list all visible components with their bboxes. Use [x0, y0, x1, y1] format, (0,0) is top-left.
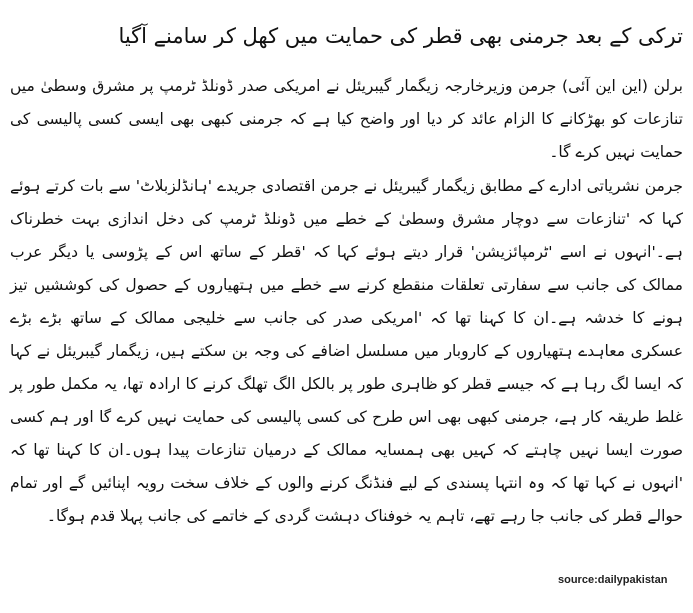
article-paragraph-1: برلن (این این آئی) جرمن وزیرخارجہ زیگمار گیبریئل نے امریکی صدر ڈونلڈ ٹرمپ پر مشرق وسطیٰ میں تنازعات کو بھڑکانے کا الزام عائد کر دیا اور واضح کیا ہے کہ جرمنی کبھی بھی ایسی کسی پالیسی کی حمایت نہیں کرے گا۔ [10, 77, 683, 161]
source-credit: source:dailypakistan [558, 574, 668, 586]
article-headline: ترکی کے بعد جرمنی بھی قطر کی حمایت میں کھل کر سامنے آگیا [118, 24, 683, 48]
article-paragraph-2: جرمن نشریاتی ادارے کے مطابق زیگمار گیبریئل نے جرمن اقتصادی جریدے 'ہانڈلزبلاٹ' سے بات کرتے ہوئے کہا کہ 'تنازعات سے دوچار مشرق وسطیٰ کے خطے میں ڈونلڈ ٹرمپ کی دخل اندازی بہت خطرناک ہے۔'انہوں نے اسے 'ٹرمپائزیشن' قرار دیتے ہوئے کہا کہ 'قطر کے ساتھ اس کے پڑوسی یا دیگر عرب ممالک کی جانب سے سفارتی تعلقات منقطع کرنے سے خطے میں ہتھیاروں کے حصول کی کوششیں تیز ہونے کا خدشہ ہے۔ان کا کہنا تھا کہ 'امریکی صدر کی جانب سے خلیجی ممالک کے ساتھ بڑے بڑے عسکری معاہدے ہتھیاروں کے کاروبار میں مسلسل اضافے کی وجہ بن سکتے ہیں، زیگمار گیبریئل نے کہا کہ ایسا لگ رہا ہے کہ جیسے قطر کو ظاہری طور پر بالکل الگ تھلگ کرنے کا ارادہ تھا، یہ مکمل طور پر غلط طریقہ کار ہے، جرمنی کبھی بھی اس طرح کی کسی پالیسی کی حمایت نہیں کرے گا اور ہم کسی صورت ایسا نہیں چاہتے کہ کہیں بھی ہمسایہ ممالک کے درمیان تنازعات پیدا ہوں۔ان کا کہنا تھا کہ 'انہوں نے کہا تھا کہ وہ انتہا پسندی کے لیے فنڈنگ کرنے والوں کے خلاف سخت رویہ اپنائیں گے اور تمام حوالے قطر کی جانب جا رہے تھے، تاہم یہ خوفناک دہشت گردی کے خاتمے کی جانب پہلا قدم ہوگا۔ [10, 177, 683, 525]
